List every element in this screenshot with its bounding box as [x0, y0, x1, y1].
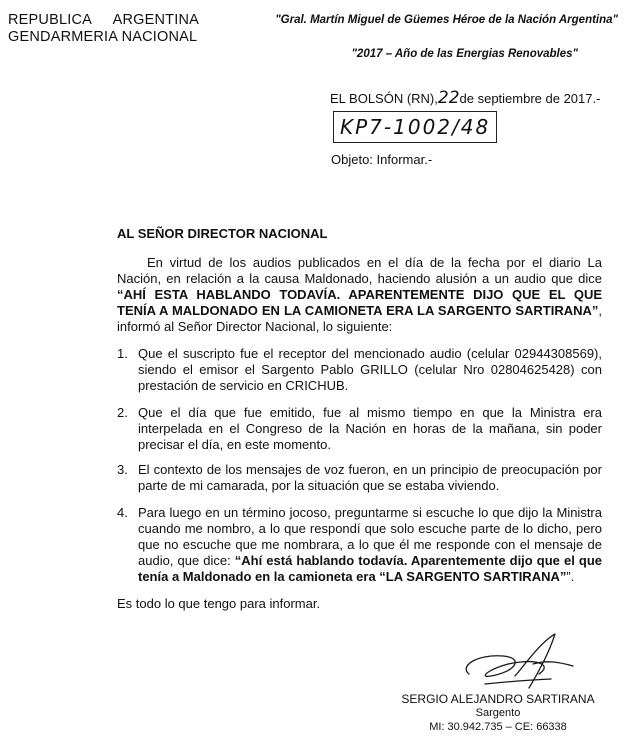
motto-1: "Gral. Martín Miguel de Güemes Héroe de la Nación Argentina"	[275, 14, 618, 26]
list-item-text	[138, 505, 602, 585]
list-item-text-bold: “Ahí está hablando todavía. Aparentemente dijo que el que tenía a Maldonado en la camioneta era “LA SARGENTO SARTIRANA”	[138, 553, 602, 584]
letterhead-mottos	[250, 12, 618, 62]
list-item-text: Que el día que fue emitido, fue al mismo tiempo en que la Ministra era interpelada en el Congreso de la Nación en horas de la mañana, sin poder precisar el día, en este momento.	[138, 405, 602, 452]
list-item	[117, 505, 602, 585]
list-item	[117, 405, 602, 453]
reference-stamp	[333, 111, 497, 143]
addressee: AL SEÑOR DIRECTOR NACIONAL	[117, 226, 328, 241]
list-item	[117, 346, 602, 394]
signatory-name: SERGIO ALEJANDRO SARTIRANA	[401, 692, 595, 706]
subject-line: Objeto: Informar.-	[331, 152, 433, 167]
motto-2: "2017 – Año de las Energias Renovables"	[351, 48, 578, 60]
signatory-ids: MI: 30.942.735 – CE: 66338	[429, 721, 567, 733]
intro-text-1: En virtud de los audios publicados en el día de la fecha por el diario La Nación, en relación a la causa Maldonado, haciendo alusión a un audio que dice	[117, 255, 602, 286]
date-place: EL BOLSÓN (RN),	[330, 91, 438, 106]
org-line-2: GENDARMERIA NACIONAL	[8, 29, 198, 45]
intro-text-2: , informó al Señor Director Nacional, lo siguiente:	[117, 303, 602, 334]
signatory-rank: Sargento	[475, 707, 521, 719]
letterhead-org	[8, 12, 199, 46]
list-item-text: Que el suscripto fue el receptor del mencionado audio (celular 02944308569), siendo el emisor el Sargento Pablo GRILLO (celular Nro 02804625428) con prestación de servicio en CRICHUB.	[138, 346, 602, 393]
list-item-text-end: ”.	[566, 569, 575, 584]
closing-line: Es todo lo que tengo para informar.	[117, 596, 321, 611]
list-item	[117, 462, 602, 494]
list-item-number: 3.	[117, 462, 128, 477]
list-item-number: 2.	[117, 405, 128, 420]
list-item-number: 1.	[117, 346, 128, 361]
intro-paragraph	[117, 255, 602, 335]
intro-quote: “AHÍ ESTA HABLANDO TODAVÍA. APARENTEMENTE DIJO QUE EL QUE TENÍA A MALDONADO EN LA CAMIONETA ERA LA SARGENTO SARTIRANA”	[117, 287, 602, 318]
date-line	[330, 88, 600, 108]
date-rest: de septiembre de 2017.-	[459, 91, 601, 106]
list-item-number: 4.	[117, 505, 128, 520]
org-line-1: REPUBLICA ARGENTINA	[8, 12, 200, 28]
date-day-handwritten: 22	[437, 88, 460, 108]
stamp-text: KP7-1002/48	[340, 115, 491, 139]
list-item-text-plain: Para luego en un término jocoso, preguntarme si escuche lo que dijo la Ministra cuando me nombro, a lo que respondí que solo escuche parte de lo dicho, pero que no escuche que me nombrara, a lo que él me responde con el mensaje de audio, que dice:	[138, 505, 602, 568]
list-item-text: El contexto de los mensajes de voz fueron, en un principio de preocupación por parte de mi camarada, por la situación que se estaba viviendo.	[138, 462, 602, 493]
handwritten-signature	[455, 632, 580, 694]
